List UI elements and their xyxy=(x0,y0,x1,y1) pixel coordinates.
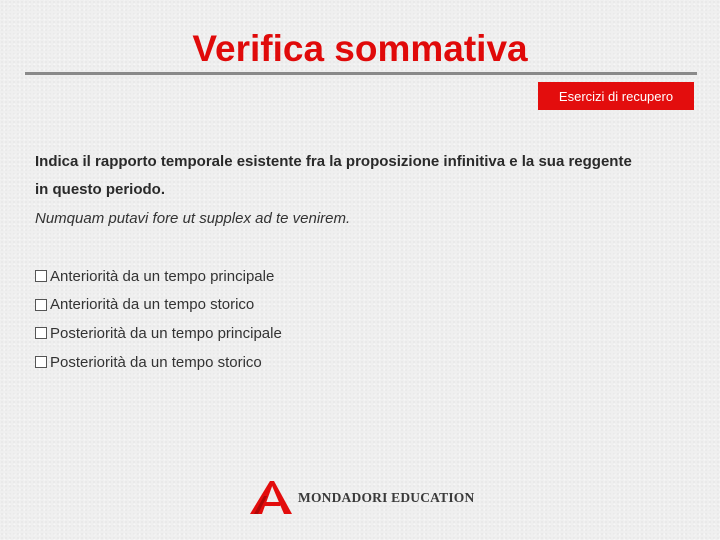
checkbox-icon[interactable] xyxy=(35,270,47,282)
option-posteriorita-storico[interactable] xyxy=(35,352,282,372)
publisher-logo xyxy=(248,480,474,516)
answer-options xyxy=(35,266,282,381)
option-anteriorita-storico[interactable] xyxy=(35,295,282,315)
option-label: Anteriorità da un tempo principale xyxy=(50,267,275,285)
section-badge: Esercizi di recupero xyxy=(538,82,694,110)
option-label: Posteriorità da un tempo principale xyxy=(50,324,282,342)
publisher-name: MONDADORI EDUCATION xyxy=(298,490,475,505)
question-line-1: Indica il rapporto temporale esistente fra la proposizione infinitiva e la sua reggente xyxy=(35,153,632,170)
title-divider xyxy=(25,72,697,75)
option-anteriorita-principale[interactable] xyxy=(35,266,282,286)
checkbox-icon[interactable] xyxy=(35,299,47,311)
option-label: Posteriorità da un tempo storico xyxy=(50,353,262,371)
latin-sentence: Numquam putavi fore ut supplex ad te venirem. xyxy=(35,210,351,227)
checkbox-icon[interactable] xyxy=(35,327,47,339)
mondadori-a-logo-icon xyxy=(248,480,294,516)
slide-title: Verifica sommativa xyxy=(192,28,528,69)
question-line-2: in questo periodo. xyxy=(35,181,165,198)
checkbox-icon[interactable] xyxy=(35,356,47,368)
exercise-question xyxy=(35,148,695,204)
option-posteriorita-principale[interactable] xyxy=(35,323,282,343)
option-label: Anteriorità da un tempo storico xyxy=(50,296,255,314)
